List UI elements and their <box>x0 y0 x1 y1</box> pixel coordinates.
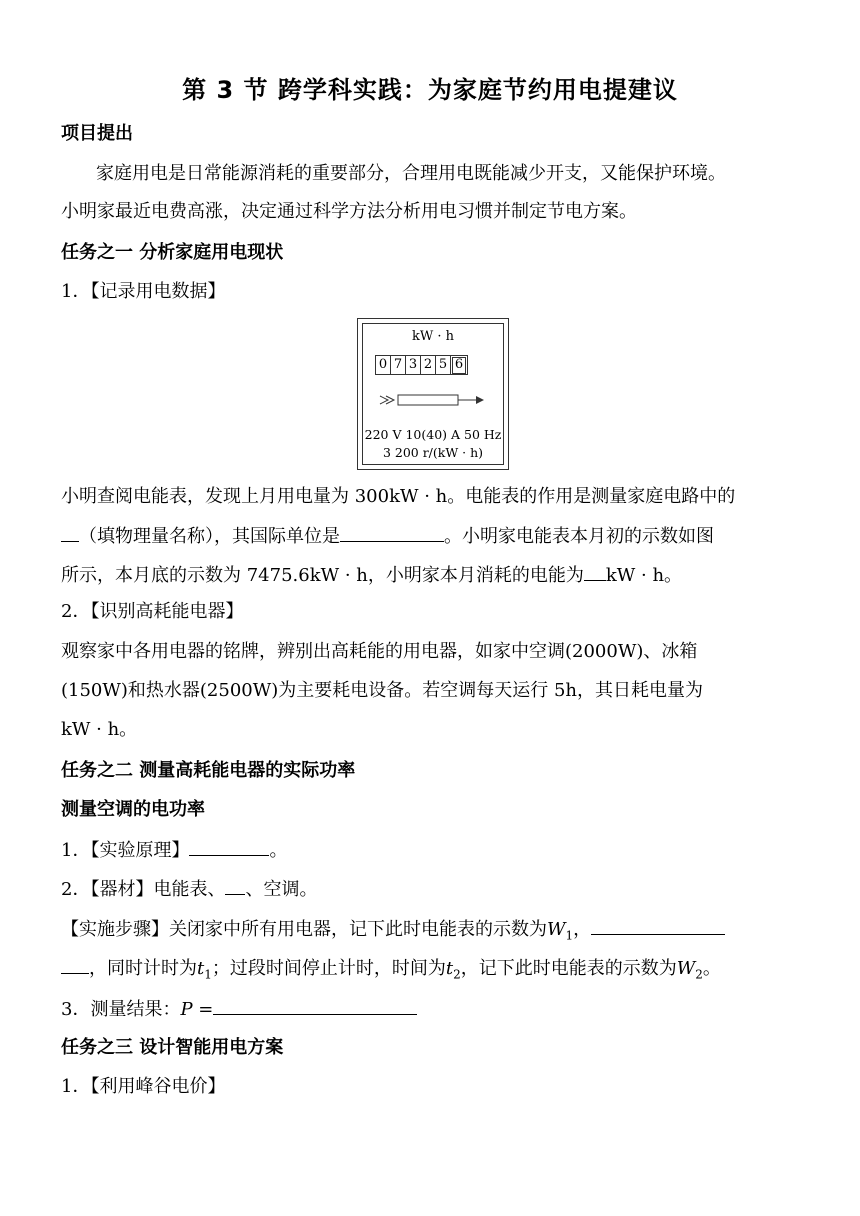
equals-sign: = <box>192 999 214 1020</box>
var-w2-sub: 2 <box>695 967 703 982</box>
question1-line2 <box>61 521 714 551</box>
steps-line1-text: 【实施步骤】关闭家中所有用电器，记下此时电能表的示数为 <box>61 919 547 940</box>
answer-blank[interactable] <box>584 560 606 581</box>
task2-item1 <box>61 835 287 865</box>
task3-item1-label: 1．【利用峰谷电价】 <box>61 1076 226 1097</box>
answer-blank[interactable] <box>189 835 269 856</box>
task2-item2-end: 、空调。 <box>245 879 318 900</box>
meter-digit-row <box>376 355 468 375</box>
task2-item2-label: 2．【器材】电能表、 <box>61 879 226 900</box>
steps-line2-text-b: ；过段时间停止计时，时间为 <box>211 958 446 979</box>
meter-spec-line2: 3 200 r/(kW · h) <box>382 445 484 460</box>
task3-heading: 任务之三 设计智能用电方案 <box>61 1037 284 1058</box>
var-t2-sub: 2 <box>453 967 461 982</box>
answer-blank[interactable] <box>61 521 79 542</box>
answer-blank[interactable] <box>213 994 417 1015</box>
question2-line2: (150W)和热水器(2500W)为主要耗电设备。若空调每天运行 5h，其日耗电量为 <box>61 680 704 701</box>
task1-item1-label: 1．【记录用电数据】 <box>61 281 226 302</box>
electric-meter-figure <box>357 318 509 470</box>
steps-line2-text-c: ，记下此时电能表的示数为 <box>460 958 677 979</box>
task1-heading: 任务之一 分析家庭用电现状 <box>61 242 284 263</box>
var-t2: t <box>445 958 454 979</box>
question1-line1: 小明查阅电能表，发现上月用电量为 300kW · h。电能表的作用是测量家庭电路中的 <box>61 486 736 507</box>
var-w1-sub: 1 <box>565 928 574 943</box>
question1-line3-text-a: 所示，本月底的示数为 7475.6kW · h，小明家本月消耗的电能为 <box>61 565 584 586</box>
answer-blank[interactable] <box>225 874 245 895</box>
steps-line1 <box>61 914 725 950</box>
task2-item3-label: 3．测量结果： <box>61 999 181 1020</box>
meter-digit: 3 <box>405 355 421 375</box>
var-w2: W <box>676 958 696 979</box>
meter-digit: 2 <box>420 355 436 375</box>
steps-line2 <box>61 953 721 989</box>
var-t1-sub: 1 <box>204 967 212 982</box>
meter-decimal-value: 6 <box>452 357 466 374</box>
task2-item1-end: 。 <box>269 840 288 861</box>
steps-comma: ， <box>573 919 592 940</box>
question1-line3-text-b: kW · h。 <box>605 565 683 586</box>
section-heading-project: 项目提出 <box>61 123 133 144</box>
meter-digit: 0 <box>375 355 391 375</box>
question1-line3 <box>61 560 682 590</box>
task2-heading: 任务之二 测量高耗能电器的实际功率 <box>61 760 356 781</box>
meter-unit-label: kW · h <box>411 329 454 344</box>
meter-digit-decimal <box>450 355 468 375</box>
task1-item2-label: 2．【识别高耗能电器】 <box>61 601 244 622</box>
var-t1: t <box>197 958 205 979</box>
meter-digit: 7 <box>390 355 406 375</box>
var-p: P <box>180 999 193 1020</box>
answer-blank[interactable] <box>340 521 444 542</box>
task2-subheading: 测量空调的电功率 <box>61 799 205 820</box>
steps-line2-text-d: 。 <box>702 958 721 979</box>
task2-item3 <box>61 994 417 1024</box>
meter-digit: 5 <box>435 355 451 375</box>
var-w1: W <box>547 919 566 940</box>
meter-disk-arrow-icon <box>378 391 490 409</box>
intro-paragraph-line2: 小明家最近电费高涨，决定通过科学方法分析用电习惯并制定节电方案。 <box>61 201 637 222</box>
steps-line2-text-a: ，同时计时为 <box>89 958 197 979</box>
meter-spec-line1: 220 V 10(40) A 50 Hz <box>364 427 502 442</box>
intro-paragraph-line1: 家庭用电是日常能源消耗的重要部分，合理用电既能减少开支，又能保护环境。 <box>96 163 726 184</box>
answer-blank[interactable] <box>61 953 89 974</box>
question1-line2-text-a: （填物理量名称），其国际单位是 <box>79 526 340 547</box>
question1-line2-text-b: 。小明家电能表本月初的示数如图 <box>444 526 714 547</box>
question2-line1: 观察家中各用电器的铭牌，辨别出高耗能的用电器，如家中空调(2000W)、冰箱 <box>61 641 698 662</box>
question2-line3: kW · h。 <box>61 719 138 740</box>
page-title: 第 3 节 跨学科实践：为家庭节约用电提建议 <box>182 76 678 104</box>
answer-blank[interactable] <box>591 914 725 935</box>
task2-item1-label: 1．【实验原理】 <box>61 840 190 861</box>
task2-item2 <box>61 874 317 904</box>
